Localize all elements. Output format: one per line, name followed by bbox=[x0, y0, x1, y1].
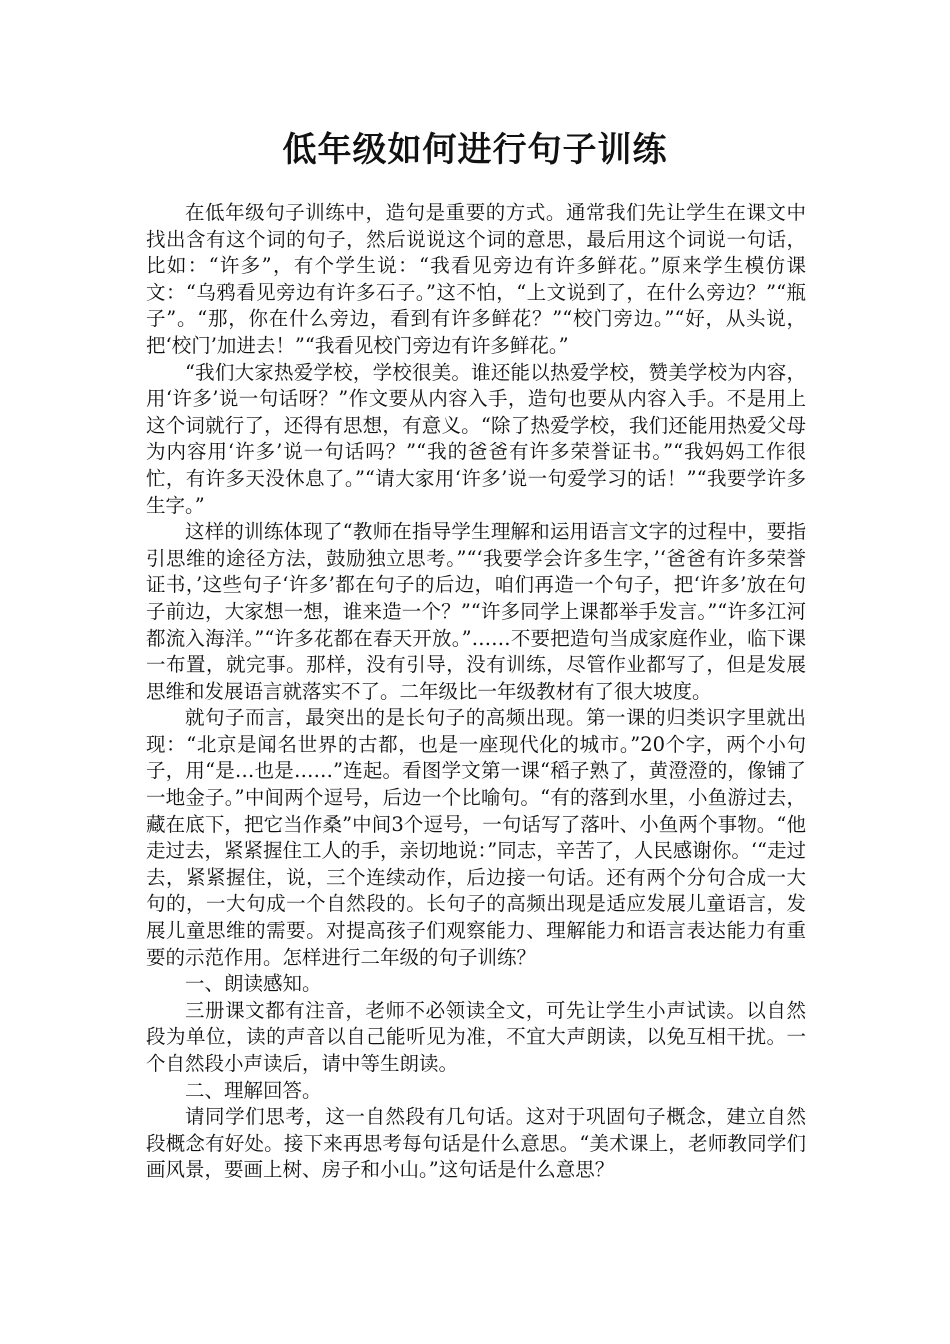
paragraph: 就句子而言，最突出的是长句子的高频出现。第一课的归类识字里就出现：“北京是闻名世界的古都，也是一座现代化的城市。”20个字，两个小句子，用“是…也是……”连起。看图学文第一课“稻子熟了，黄澄澄的，像铺了一地金子。”中间两个逗号，后边一个比喻句。“有的落到水里，小鱼游过去，藏在底下，把它当作桑”中间3个逗号，一句话写了落叶、小鱼两个事物。“他走过去，紧紧握住工人的手，亲切地说：”同志，辛苦了，人民感谢你。‘“走过去，紧紧握住，说，三个连续动作，后边接一句话。还有两个分句合成一大句的，一大句成一个自然段的。长句子的高频出现是适应发展儿童语言，发展儿童思维的需要。对提高孩子们观察能力、理解能力和语言表达能力有重要的示范作用。怎样进行二年级的句子训练？ bbox=[146, 706, 806, 969]
paragraph: 三册课文都有注音，老师不必领读全文，可先让学生小声试读。以自然段为单位，读的声音以自己能听见为准，不宜大声朗读，以免互相干扰。一个自然段小声读后，请中等生朗读。 bbox=[146, 998, 806, 1075]
paragraph: 在低年级句子训练中，造句是重要的方式。通常我们先让学生在课文中找出含有这个词的句子，然后说说这个词的意思，最后用这个词说一句话，比如：“许多”，有个学生说：“我看见旁边有许多鲜花。”原来学生模仿课文：“乌鸦看见旁边有许多石子。”这不怕，“上文说到了，在什么旁边？”“瓶子”。“那，你在什么旁边，看到有许多鲜花？”“校门旁边。”“好，从头说，把‘校门’加进去！”“我看见校门旁边有许多鲜花。” bbox=[146, 201, 806, 357]
section-heading: 一、朗读感知。 bbox=[185, 972, 322, 996]
paragraph: “我们大家热爱学校，学校很美。谁还能以热爱学校，赞美学校为内容，用‘许多’说一句话呀？”作文要从内容入手，造句也要从内容入手。不是用上这个词就行了，还得有思想，有意义。“除了热爱学校，我们还能用热爱父母为内容用‘许多’说一句话吗？”“我的爸爸有许多荣誉证书。”“我妈妈工作很忙，有许多天没休息了。”“请大家用‘许多’说一句爱学习的话！”“我要学许多生字。” bbox=[146, 360, 806, 517]
document-body bbox=[146, 200, 806, 1184]
document-title: 低年级如何进行句子训练 bbox=[282, 130, 668, 170]
paragraph: 请同学们思考，这一自然段有几句话。这对于巩固句子概念，建立自然段概念有好处。接下来再思考每句话是什么意思。“美术课上，老师教同学们画风景，要画上树、房子和小山。”这句话是什么意思？ bbox=[146, 1105, 806, 1182]
paragraph: 这样的训练体现了“教师在指导学生理解和运用语言文字的过程中，要指引思维的途径方法，鼓励独立思考。”“‘我要学会许多生字，’‘爸爸有许多荣誉证书，’这些句子‘许多’都在句子的后边，咱们再造一个句子，把‘许多’放在句子前边，大家想一想，谁来造一个？”“许多同学上课都举手发言。”“许多江河都流入海洋。”“许多花都在春天开放。”……不要把造句当成家庭作业，临下课一布置，就完事。那样，没有引导，没有训练，尽管作业都写了，但是发展思维和发展语言就落实不了。二年级比一年级教材有了很大坡度。 bbox=[146, 520, 806, 703]
section-heading: 二、理解回答。 bbox=[185, 1078, 322, 1102]
